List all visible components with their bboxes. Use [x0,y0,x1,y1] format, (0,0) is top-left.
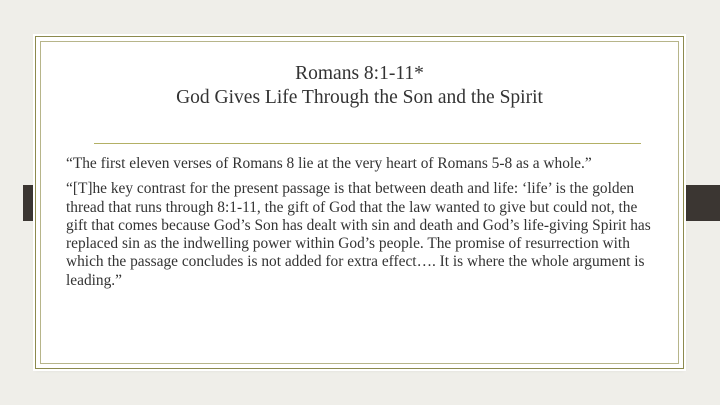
slide-body [66,155,656,297]
title-divider [94,143,641,144]
slide-card [35,36,684,369]
quote-paragraph-1: “The first eleven verses of Romans 8 lie at the very heart of Romans 5-8 as a whole.” [66,155,592,172]
title-line-2: God Gives Life Through the Son and the Spirit [176,87,543,108]
slide-title [36,62,683,110]
title-line-1: Romans 8:1-11* [295,63,424,84]
quote-paragraph-2: “[T]he key contrast for the present passage is that between death and life: ‘life’ is the golden thread that runs through 8:1-11, the gift of God that the law wanted to give but could not, the gift that comes because God’s Son has dealt with sin and death and God’s life-giving Spirit has replaced sin as the indwelling power within God’s people. The promise of resurrection with which the passage concludes is not added for extra effect…. It is where the whole argument is leading.” [66,180,651,289]
